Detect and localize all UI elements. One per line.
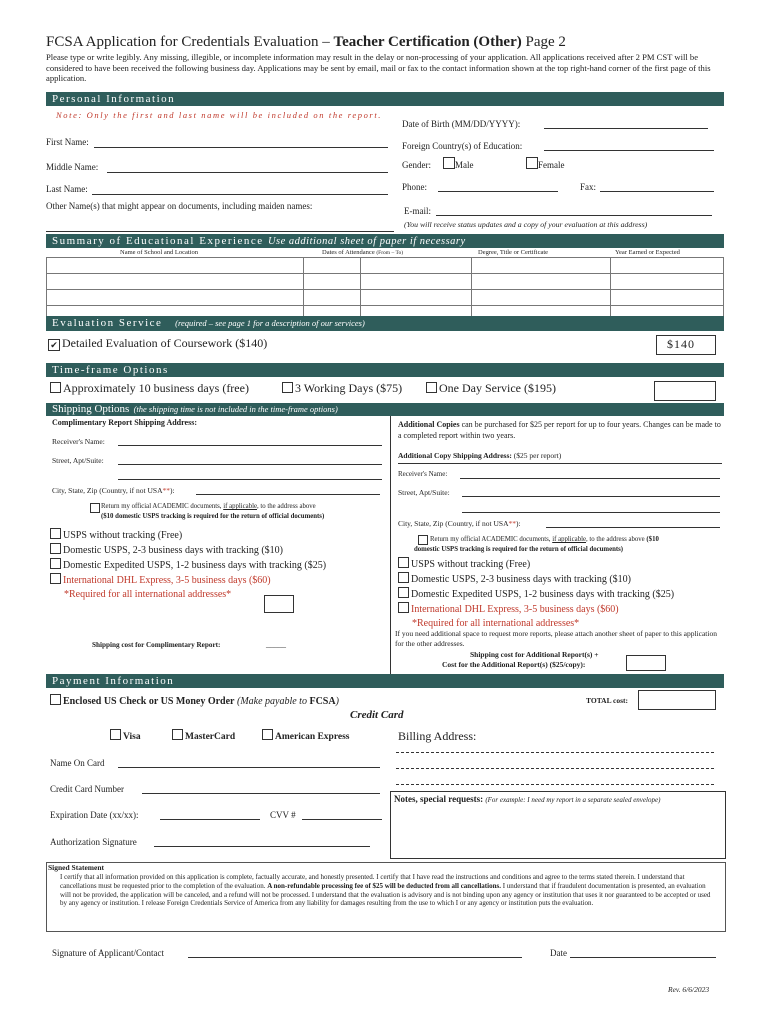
shipping-divider (390, 416, 391, 676)
date-label: Date (550, 948, 567, 958)
add-cost-box[interactable] (626, 655, 666, 671)
page-title: FCSA Application for Credentials Evaluation – Teacher Certification (Other) Page 2 (46, 34, 566, 50)
comp-cost-label: Shipping cost for Complimentary Report: (92, 641, 221, 649)
comp-expedited-checkbox[interactable] (50, 558, 61, 569)
timeframe-cost-box[interactable] (654, 381, 716, 401)
add-street-field[interactable] (462, 496, 720, 497)
add-shipping-title: Additional Copy Shipping Address: ($25 per report) (398, 451, 562, 460)
amex-checkbox[interactable] (262, 729, 273, 740)
comp-street-label: Street, Apt/Suite: (52, 456, 104, 465)
foreign-country-label: Foreign Country(s) of Education: (402, 141, 523, 151)
credit-card-title: Credit Card (350, 709, 404, 721)
personal-info-header: Personal Information (46, 92, 724, 106)
comp-receiver-label: Receiver's Name: (52, 437, 105, 446)
evaluation-price: $140 (667, 337, 695, 351)
comp-cost-blank[interactable]: _____ (266, 640, 286, 649)
comp-required-intl: *Required for all international addresses* (64, 589, 232, 600)
email-field[interactable] (436, 215, 712, 216)
total-box[interactable] (638, 690, 716, 710)
payment-header: Payment Information (46, 674, 724, 688)
male-checkbox[interactable] (443, 157, 455, 169)
billing-line-3[interactable] (396, 784, 714, 785)
first-name-label: First Name: (46, 137, 89, 147)
add-receiver-field[interactable] (460, 478, 720, 479)
auth-signature-field[interactable] (154, 846, 370, 847)
evaluation-header: Evaluation Service (required – see page 1 for a description of our services) (46, 316, 724, 331)
comp-return-docs-checkbox[interactable] (90, 503, 100, 513)
card-number-label: Credit Card Number (50, 784, 124, 794)
billing-line-1[interactable] (396, 752, 714, 753)
dob-field[interactable] (544, 128, 708, 129)
statement-title: Signed Statement (48, 863, 105, 872)
middle-name-label: Middle Name: (46, 162, 99, 172)
add-expedited-checkbox[interactable] (398, 587, 409, 598)
add-return-docs-text: Return my official ACADEMIC documents, if applicable, to the address above ($10 (430, 536, 659, 543)
fax-label: Fax: (580, 182, 597, 192)
add-dhl-checkbox[interactable] (398, 602, 409, 613)
expiration-label: Expiration Date (xx/xx): (50, 810, 139, 820)
last-name-field[interactable] (92, 194, 388, 195)
comp-opt-dhl[interactable]: International DHL Express, 3-5 business days ($60) (50, 573, 271, 586)
intro-text: Please type or write legibly. Any missing, illegible, or incomplete information may result in the delay or non-processing of your application. All applications received after 2 PM CST will be considered to have been received the following business day. Applications may be sent by email, mail or fax to the contact information shown at the top right-hand corner of the first page of this application. (46, 52, 711, 83)
comp-dhl-checkbox[interactable] (50, 573, 61, 584)
add-return-docs-note: domestic USPS tracking is required for the return of official documents) (414, 546, 624, 553)
timeframe-header: Time-frame Options (46, 363, 724, 377)
check-checkbox[interactable] (50, 694, 61, 705)
expiration-field[interactable] (160, 819, 260, 820)
visa-option[interactable]: Visa (110, 729, 141, 742)
timeframe-checkbox-2[interactable] (282, 382, 293, 393)
auth-signature-label: Authorization Signature (50, 837, 137, 847)
add-opt-usps[interactable]: USPS without tracking (Free) (398, 557, 530, 570)
add-city-label: City, State, Zip (Country, if not USA**): (398, 519, 521, 528)
cvv-label: CVV # (270, 810, 296, 820)
visa-checkbox[interactable] (110, 729, 121, 740)
name-on-card-field[interactable] (118, 767, 380, 768)
billing-title: Billing Address: (398, 729, 477, 743)
comp-return-docs-note: ($10 domestic USPS tracking is required for the return of official documents) (101, 513, 325, 520)
add-required-intl: *Required for all international addresses* (412, 618, 580, 629)
evaluation-checkbox[interactable]: ✔ (48, 339, 60, 351)
add-opt-dhl[interactable]: International DHL Express, 3-5 business days ($60) (398, 602, 619, 615)
education-header: Summary of Educational Experience Use additional sheet of paper if necessary (46, 234, 724, 248)
female-checkbox[interactable] (526, 157, 538, 169)
other-names-label: Other Name(s) that might appear on documents, including maiden names: (46, 201, 313, 211)
fax-field[interactable] (600, 191, 714, 192)
male-label: Male (455, 160, 474, 170)
cvv-field[interactable] (302, 819, 382, 820)
shipping-header: Shipping Options (the shipping time is not included in the time-frame options) (46, 403, 724, 416)
mastercard-option[interactable]: MasterCard (172, 729, 235, 742)
comp-street-field[interactable] (118, 464, 382, 465)
name-on-card-label: Name On Card (50, 758, 105, 768)
billing-line-2[interactable] (396, 768, 714, 769)
email-note: (You will receive status updates and a copy of your evaluation at this address) (404, 220, 648, 229)
gender-label: Gender: (402, 160, 431, 170)
signature-field[interactable] (188, 957, 522, 958)
other-names-field[interactable] (46, 231, 394, 232)
name-note: Note: Only the first and last name will be included on the report. (56, 110, 383, 120)
col-dates: Dates of Attendance (From – To) (322, 249, 404, 256)
check-option[interactable]: Enclosed US Check or US Money Order (Make payable to FCSA) (50, 694, 339, 707)
comp-shipping-cost-box[interactable] (264, 595, 294, 613)
comp-opt-domestic[interactable]: Domestic USPS, 2-3 business days with tracking ($10) (50, 543, 283, 556)
last-name-label: Last Name: (46, 184, 88, 194)
add-street-label: Street, Apt/Suite: (398, 488, 450, 497)
total-label: TOTAL cost: (586, 696, 629, 705)
first-name-field[interactable] (94, 147, 388, 148)
statement-text: I certify that all information provided on this application is complete, factually accurate, and honestly presented. I certify that I have read the instructions and conditions and agree to the terms stated therein. I understand that cancellations must be requested prior to the completion of the evaluation. A non-refundable processing fee of $25 will be deducted from all cancellations. I understand that if fraudulent documentation is presented, an evaluation will not be provided, the application will be canceled, and a refund will not be processed. I understand that the evaluation is advisory and is not binding upon any agency or institution that uses it nor guaranteed to be accepted or used by any agency or institution. I release Foreign Credentials Service of America from any liability for damages resulting from the use to which I or any agency or institution puts the evaluation. (60, 873, 711, 908)
col-degree: Degree, Title or Certificate (478, 249, 549, 256)
add-receiver-label: Receiver's Name: (398, 470, 448, 478)
comp-city-field[interactable] (196, 494, 380, 495)
comp-city-label: City, State, Zip (Country, if not USA**): (52, 486, 175, 495)
add-street-field-2[interactable] (462, 512, 720, 513)
timeframe-option-3[interactable]: One Day Service ($195) (426, 381, 556, 396)
add-separator (398, 463, 722, 464)
date-field[interactable] (570, 957, 716, 958)
add-opt-domestic[interactable]: Domestic USPS, 2-3 business days with tracking ($10) (398, 572, 631, 585)
card-number-field[interactable] (142, 793, 380, 794)
revision-date: Rev. 6/6/2023 (668, 985, 710, 994)
email-label: E-mail: (404, 206, 431, 216)
comp-return-docs-text: Return my official ACADEMIC documents, if applicable, to the address above (101, 503, 316, 510)
timeframe-option-1[interactable]: Approximately 10 business days (free) (50, 381, 249, 396)
additional-copies-text: Additional Copies can be purchased for $25 per report for up to four years. Changes can be made to a completed report within two years. (398, 420, 721, 440)
add-city-field[interactable] (546, 527, 720, 528)
add-opt-expedited[interactable]: Domestic Expedited USPS, 1-2 business days with tracking ($25) (398, 587, 674, 600)
add-return-docs-checkbox[interactable] (418, 535, 428, 545)
evaluation-option[interactable]: ✔ Detailed Evaluation of Coursework ($140) (48, 336, 267, 351)
add-cost-line-2: Cost for the Additional Report(s) ($25/copy): (442, 660, 586, 669)
comp-opt-usps[interactable]: USPS without tracking (Free) (50, 528, 182, 541)
foreign-country-field[interactable] (544, 150, 714, 151)
dob-label: Date of Birth (MM/DD/YYYY): (402, 119, 521, 129)
add-domestic-checkbox[interactable] (398, 572, 409, 583)
timeframe-checkbox-3[interactable] (426, 382, 437, 393)
col-school: Name of School and Location (120, 249, 198, 256)
comp-usps-checkbox[interactable] (50, 528, 61, 539)
education-table[interactable] (46, 257, 724, 322)
add-cost-line-1: Shipping cost for Additional Report(s) + (470, 650, 599, 659)
extra-space-note: If you need additional space to request more reports, please attach another sheet of paper to this application for the other addresses. (395, 629, 717, 648)
add-usps-checkbox[interactable] (398, 557, 409, 568)
amex-option[interactable]: American Express (262, 729, 350, 742)
col-year: Year Earned or Expected (615, 249, 680, 256)
female-label: Female (538, 160, 565, 170)
middle-name-field[interactable] (107, 172, 388, 173)
phone-field[interactable] (438, 191, 558, 192)
comp-opt-expedited[interactable]: Domestic Expedited USPS, 1-2 business days with tracking ($25) (50, 558, 326, 571)
comp-domestic-checkbox[interactable] (50, 543, 61, 554)
mastercard-checkbox[interactable] (172, 729, 183, 740)
phone-label: Phone: (402, 182, 428, 192)
signature-label: Signature of Applicant/Contact (52, 948, 164, 958)
comp-shipping-title: Complimentary Report Shipping Address: (52, 418, 197, 427)
timeframe-checkbox-1[interactable] (50, 382, 61, 393)
comp-receiver-field[interactable] (118, 445, 382, 446)
notes-label: Notes, special requests: (For example: I need my report in a separate sealed envelope) (394, 794, 661, 804)
timeframe-option-2[interactable]: 3 Working Days ($75) (282, 381, 402, 396)
comp-street-field-2[interactable] (118, 479, 382, 480)
